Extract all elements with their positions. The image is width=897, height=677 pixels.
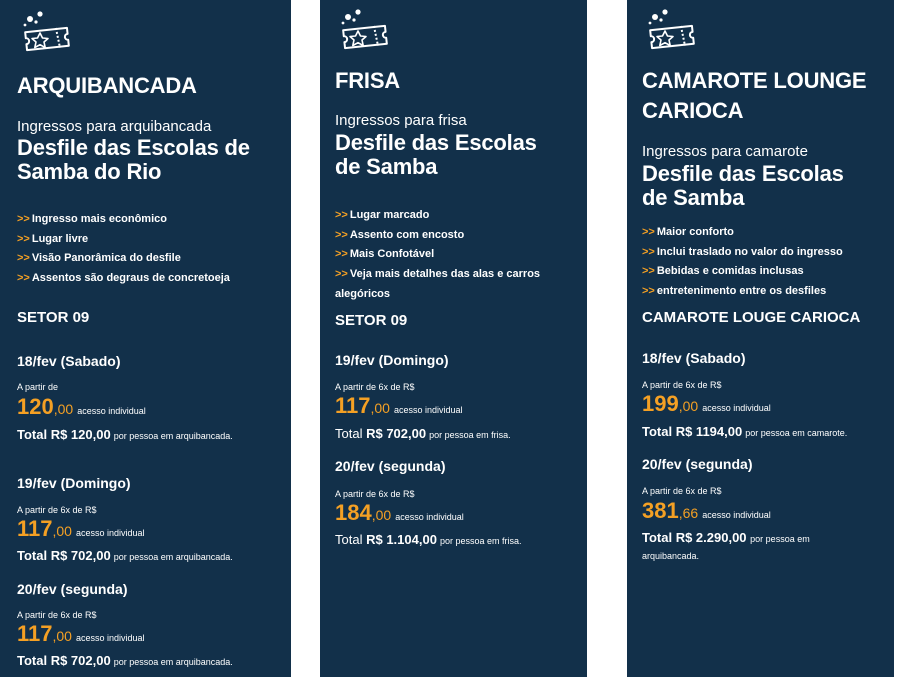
total-price: Total R$ 702,00 por pessoa em frisa. [335,426,511,441]
ticket-stars-icon [645,6,705,58]
feature-item: >> Lugar marcado [335,209,430,221]
card-subtitle: Ingressos para camarote [642,143,808,160]
price: 199,00 acesso individual [642,391,771,416]
date-label: 18/fev (Sabado) [17,353,121,369]
ticket-card-arquibancada [0,0,291,677]
event-name: Desfile das Escolas de Samba [642,161,844,210]
sector-label: SETOR 09 [335,312,408,329]
total-price: Total R$ 120,00 por pessoa em arquibancada. [17,427,233,442]
arrow-icon: >> [642,285,655,298]
price: 120,00 acesso individual [17,394,146,419]
feature-list [17,210,230,289]
card-title: ARQUIBANCADA [17,73,197,98]
total-price: Total R$ 1194,00 por pessoa em camarote. [642,424,848,439]
price: 184,00 acesso individual [335,500,464,525]
date-label: 20/fev (segunda) [17,581,128,597]
arrow-icon: >> [335,209,348,221]
price: 381,66 acesso individual [642,498,771,523]
arrow-icon: >> [642,226,655,238]
sector-label: CAMAROTE LOUGE CARIOCA [642,309,861,326]
price: 117,00 acesso individual [335,393,463,418]
arrow-icon: >> [17,252,30,265]
sector-label: SETOR 09 [17,309,90,326]
ticket-stars-icon [20,8,80,60]
total-price: Total R$ 2.290,00 por pessoa em arquibancada. [642,530,810,561]
arrow-icon: >> [335,248,348,261]
feature-item: >> entretenimento entre os desfiles [642,285,827,298]
arrow-icon: >> [642,245,655,258]
card-subtitle: Ingressos para frisa [335,112,467,129]
price: 117,00 acesso individual [17,516,145,541]
arrow-icon: >> [17,272,30,285]
event-name: Desfile das Escolas de Samba do Rio [17,135,250,184]
date-label: 19/fev (Domingo) [335,352,449,368]
date-label: 19/fev (Domingo) [17,475,131,491]
feature-item: >> Assento com encosto [335,228,465,241]
card-title: FRISA [335,68,401,93]
price-from-label: A partir de 6x de R$ [642,380,722,390]
feature-list [642,223,882,302]
ticket-card-frisa [320,0,587,677]
date-label: 20/fev (segunda) [642,456,753,472]
feature-item: >> Lugar livre [17,232,89,245]
arrow-icon: >> [17,213,30,225]
price-from-label: A partir de 6x de R$ [17,505,97,515]
price-from-label: A partir de 6x de R$ [642,486,722,496]
price: 117,00 acesso individual [17,621,145,646]
date-label: 18/fev (Sabado) [642,350,746,366]
date-label: 20/fev (segunda) [335,458,446,474]
arrow-icon: >> [335,268,348,281]
price-from-label: A partir de 6x de R$ [335,489,415,499]
price-from-label: A partir de 6x de R$ [17,610,97,620]
card-title: CAMAROTE LOUNGE CARIOCA [642,68,867,123]
feature-item: >> Ingresso mais econômico [17,213,167,225]
price-from-label: A partir de [17,382,59,392]
arrow-icon: >> [642,265,655,278]
arrow-icon: >> [17,232,30,245]
total-price: Total R$ 1.104,00 por pessoa em frisa. [335,532,522,547]
feature-list [335,206,555,305]
price-from-label: A partir de 6x de R$ [335,382,415,392]
feature-item: >> Maior conforto [642,226,734,238]
arrow-icon: >> [335,228,348,241]
feature-item: >> Assentos são degraus de concretoeja [17,272,230,285]
feature-item: >> Veja mais detalhes das alas e carros alegóricos [335,268,541,300]
card-subtitle: Ingressos para arquibancada [17,118,212,135]
ticket-card-camarote [627,0,894,677]
event-name: Desfile das Escolas de Samba [335,130,537,179]
feature-item: >> Bebidas e comidas inclusas [642,265,804,278]
ticket-stars-icon [338,6,398,58]
feature-item: >> Inclui traslado no valor do ingresso [642,245,843,258]
total-price: Total R$ 702,00 por pessoa em arquibancada. [17,548,233,563]
total-price: Total R$ 702,00 por pessoa em arquibancada. [17,653,233,668]
feature-item: >> Visão Panorâmica do desfile [17,252,181,265]
feature-item: >> Mais Confotável [335,248,435,261]
